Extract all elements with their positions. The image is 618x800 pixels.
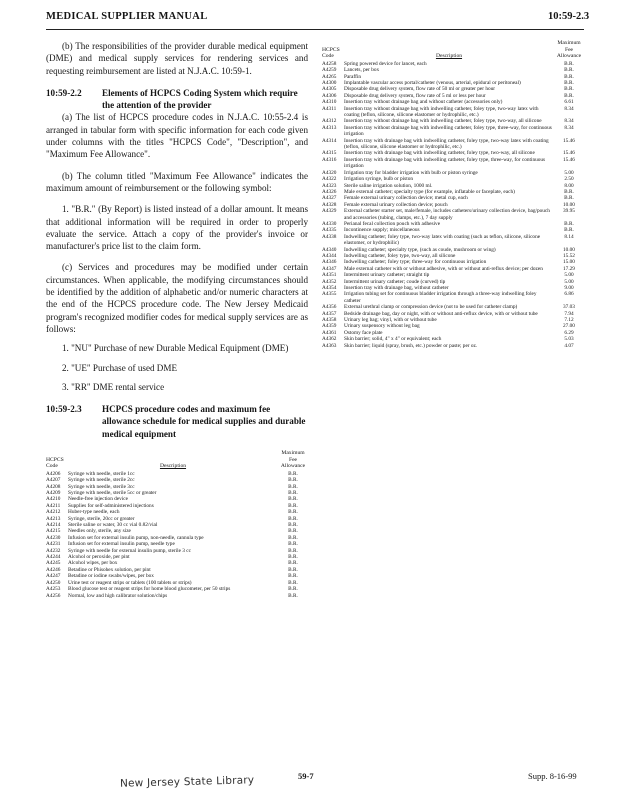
- hcpcs-code: A4246: [46, 566, 61, 573]
- table-row: [46, 593, 308, 599]
- hcpcs-code: A4362: [322, 336, 337, 343]
- code-description: Supplies for self-administered injections: [68, 502, 154, 509]
- fee-allowance: 9.00: [564, 285, 574, 291]
- code-description: Syringe with needle, sterile 1cc: [68, 470, 135, 477]
- code-description: Irrigation tubing set for continuous bladder irrigation through a three-way indwelling foley catheter: [344, 291, 537, 304]
- code-description: Male external catheter with or without adhesive, with or without anti-reflux device; per dozen: [344, 265, 543, 272]
- hcpcs-code: A4335: [322, 227, 337, 234]
- code-description: Alcohol or peroxide, per pint: [68, 554, 130, 561]
- code-description: Urinary suspensory without leg bag: [344, 323, 420, 330]
- code-description: Female external urinary collection device; metal cup, each: [344, 195, 468, 202]
- fee-table-right: [322, 40, 584, 349]
- fee-allowance: 5.00: [564, 169, 574, 176]
- table-row: [322, 208, 584, 221]
- fee-allowance: B.R.: [288, 496, 298, 503]
- code-description: External catheter starter set, male/female, includes catheters/urinary collection device, bag/pouch and accessories (tubing, clamps, etc.), 7 day supply: [344, 208, 550, 221]
- fee-allowance: 7.12: [564, 317, 574, 324]
- table-row: [322, 157, 584, 170]
- code-description: Irrigation syringe, bulb or piston: [344, 176, 413, 183]
- hcpcs-code: A4259: [322, 67, 337, 74]
- hcpcs-code: A4207: [46, 477, 61, 484]
- section-heading-22: [46, 87, 308, 112]
- code-description: Syringe with needle, sterile 2cc: [68, 477, 135, 484]
- hcpcs-code: A4323: [322, 182, 337, 189]
- hcpcs-code: A4231: [46, 541, 61, 548]
- hcpcs-code: A4209: [46, 490, 61, 497]
- code-description: Skin barrier; liquid (spray, brush, etc.) powder or paste; per oz.: [344, 342, 478, 349]
- fee-allowance: B.R.: [288, 534, 298, 541]
- fee-header: Maximum Fee Allowance: [556, 40, 582, 60]
- fee-allowance: B.R.: [564, 67, 574, 74]
- fee-allowance: B.R.: [564, 195, 574, 202]
- fee-allowance: 6.61: [564, 99, 574, 106]
- hcpcs-code: A4310: [322, 99, 337, 106]
- code-description: Betadine or Phisohex solution, per pint: [68, 566, 151, 573]
- hcpcs-code: A4328: [322, 201, 337, 208]
- hcpcs-code: A4215: [46, 528, 61, 535]
- hcpcs-code: A4232: [46, 547, 61, 554]
- code-description: Syringe with needle, sterile 5cc or greater: [68, 490, 157, 497]
- fee-allowance: 6.86: [564, 291, 574, 298]
- modifier-item: 2. "UE" Purchase of used DME: [62, 362, 178, 373]
- hcpcs-code: A4305: [322, 86, 337, 93]
- hcpcs-code: A4351: [322, 272, 337, 279]
- code-description: Female external urinary collection device; pouch: [344, 201, 448, 208]
- modifier-item: 3. "RR" DME rental service: [62, 381, 165, 392]
- fee-allowance: 8.34: [564, 105, 574, 112]
- fee-allowance: 15.46: [563, 137, 575, 144]
- code-header: HCPCS Code: [322, 46, 340, 60]
- code-description: Urinary leg bag; vinyl, with or without tube: [344, 317, 437, 324]
- code-description: Infusion set for external insulin pump, non-needle, cannula type: [68, 534, 204, 541]
- section-title: HCPCS procedure codes and maximum fee allowance schedule for medical supplies and durable medical equipment: [102, 404, 306, 439]
- code-description: Male external catheter; specialty type (for example, inflatable or faceplate, each): [344, 188, 515, 195]
- right-column: [322, 40, 584, 349]
- code-description: Implantable vascular access portal/catheter (venous, arterial, epidural or peritoneal): [344, 80, 521, 86]
- hcpcs-code: A4210: [46, 496, 61, 503]
- hcpcs-code: A4247: [46, 573, 61, 580]
- fee-allowance: B.R.: [564, 220, 574, 227]
- paragraph-a: (a) The list of HCPCS procedure codes in N.J.A.C. 10:55-2.4 is arranged in tabular form with specific information for each code given under columns with the titles "HCPCS Code", "Description", and "Maximum Fee Allowance".: [46, 112, 308, 160]
- code-description: Perianal fecal collection pouch with adhesive: [344, 220, 441, 227]
- modifier-item: 1. "NU" Purchase of new Durable Medical Equipment (DME): [62, 343, 289, 354]
- fee-allowance: B.R.: [288, 515, 298, 522]
- fee-allowance: B.R.: [288, 541, 298, 548]
- fee-allowance: B.R.: [564, 80, 574, 86]
- code-description: Incontinence supply; miscellaneous: [344, 227, 420, 234]
- paragraph-b1: 1. "B.R." (By Report) is listed instead of a dollar amount. It means that additional information will be required in order to properly evaluate the service. Attach a copy of the provider's invoice or manufacturer's price list to the claim form.: [46, 204, 308, 252]
- hcpcs-code: A4316: [322, 156, 337, 163]
- fee-allowance: B.R.: [288, 586, 298, 593]
- fee-allowance: 5.00: [564, 278, 574, 285]
- fee-allowance: B.R.: [564, 188, 574, 195]
- code-description: External urethral clamp or compression device (not to be used for catheter clamp): [344, 304, 518, 311]
- fee-allowance: 15.00: [563, 259, 575, 266]
- fee-allowance: B.R.: [288, 573, 298, 580]
- code-description: Ostomy face plate: [344, 329, 383, 336]
- fee-header: Maximum Fee Allowance: [280, 450, 306, 470]
- table-row: [322, 106, 584, 119]
- fee-allowance: B.R.: [288, 502, 298, 509]
- code-description: Indwelling catheter; foley type; three-way for continuous irrigation: [344, 259, 487, 266]
- hcpcs-code: A4361: [322, 329, 337, 336]
- fee-allowance: B.R.: [288, 470, 298, 477]
- fee-allowance: B.R.: [288, 483, 298, 490]
- hcpcs-code: A4330: [322, 220, 337, 227]
- fee-allowance: 10.00: [563, 246, 575, 253]
- code-description: Normal, low and high calibrator solution/chips: [68, 592, 168, 599]
- fee-allowance: B.R.: [564, 227, 574, 234]
- code-description: Indwelling catheter; specialty type, (such as coude, mushroom or wing): [344, 246, 496, 253]
- code-description: Needle-free injection device: [68, 496, 128, 503]
- fee-allowance: 6.29: [564, 329, 574, 336]
- table-row: [322, 234, 584, 247]
- intro-paragraph: (b) The responsibilities of the provider durable medical equipment (DME) and medical supply services for rendering services and requesting reimbursement are listed at N.J.A.C. 10:59-1.: [46, 41, 308, 76]
- code-header: HCPCS Code: [46, 456, 64, 470]
- fee-allowance: B.R.: [288, 560, 298, 567]
- fee-allowance: B.R.: [288, 490, 298, 497]
- code-description: Skin barrier; solid, 4" x 4" or equivalent; each: [344, 336, 442, 343]
- left-column: [46, 40, 308, 599]
- code-description: Lancets, per box: [344, 67, 380, 74]
- fee-allowance: 37.03: [563, 304, 575, 311]
- hcpcs-code: A4211: [46, 502, 61, 509]
- fee-allowance: B.R.: [564, 73, 574, 80]
- code-description: Insertion tray without drainage bag with indwelling catheter, foley type, three-way, for continuous irrigation: [344, 124, 552, 138]
- table-body: [46, 471, 308, 599]
- code-description: Blood glucose test or reagent strips for home blood glucometer, per 50 strips: [68, 586, 231, 593]
- code-description: Urine test or reagent strips or tablets (100 tablets or strips): [68, 579, 192, 586]
- paragraph-b: (b) The column titled "Maximum Fee Allowance" indicates the maximum amount of reimbursement or the following symbol:: [46, 170, 308, 193]
- hcpcs-code: A4314: [322, 137, 337, 144]
- hcpcs-code: A4253: [46, 586, 61, 593]
- code-description: Insertion tray without drainage bag with indwelling catheter, foley type, two-way, all silicone: [344, 118, 542, 125]
- section-number: 10:59-2.3: [46, 404, 82, 415]
- code-description: Insertion tray with drainage bag with indwelling catheter, foley type, two-way latex with coating (teflon, silicone, silicone elastomer or hydrophilic, etc.): [344, 137, 549, 151]
- hcpcs-code: A4300: [322, 80, 337, 86]
- hcpcs-code: A4357: [322, 310, 337, 317]
- page-number: 59-7: [298, 771, 314, 781]
- fee-allowance: B.R.: [564, 60, 574, 67]
- fee-allowance: 2.50: [564, 176, 574, 183]
- code-description: Indwelling catheter; foley type, two-way latex with coating (such as teflon, silicone, silicone elastomer, or hydrophilic): [344, 233, 541, 247]
- code-description: Insertion tray with drainage bag with indwelling catheter, foley type, two-way, all silicone: [344, 150, 535, 157]
- code-description: Syringe, sterile, 20cc or greater: [68, 515, 135, 522]
- fee-allowance: 5.00: [564, 272, 574, 279]
- fee-allowance: B.R.: [564, 92, 574, 99]
- fee-allowance: 39.95: [563, 208, 575, 215]
- fee-allowance: 8.34: [564, 118, 574, 125]
- fee-allowance: 10.00: [563, 201, 575, 208]
- fee-allowance: 4.07: [564, 342, 574, 349]
- hcpcs-code: A4212: [46, 509, 61, 516]
- fee-allowance: 15.46: [563, 156, 575, 163]
- description-header: Description: [435, 53, 463, 60]
- hcpcs-code: A4326: [322, 188, 337, 195]
- fee-allowance: 5.03: [564, 336, 574, 343]
- hcpcs-code: A4245: [46, 560, 61, 567]
- fee-allowance: B.R.: [288, 579, 298, 586]
- hcpcs-code: A4311: [322, 105, 337, 112]
- hcpcs-code: A4306: [322, 92, 337, 99]
- hcpcs-code: A4359: [322, 323, 337, 330]
- fee-allowance: B.R.: [288, 509, 298, 516]
- hcpcs-code: A4315: [322, 150, 337, 157]
- table-header: [322, 40, 584, 60]
- hcpcs-code: A4244: [46, 554, 61, 561]
- hcpcs-code: A4327: [322, 195, 337, 202]
- hcpcs-code: A4214: [46, 522, 61, 529]
- hcpcs-code: A4312: [322, 118, 337, 125]
- fee-allowance: 8.14: [564, 233, 574, 240]
- fee-allowance: 15.46: [563, 150, 575, 157]
- library-stamp: New Jersey State Library: [119, 774, 255, 790]
- code-description: Indwelling catheter, foley type, two-way, all silicone: [344, 252, 456, 259]
- hcpcs-code: A4355: [322, 291, 337, 298]
- code-description: Alcohol wipes, per box: [68, 560, 118, 567]
- code-description: Huber-type needle, each: [68, 509, 120, 516]
- code-description: Disposable drug delivery system, flow rate of 50 ml or greater per hour: [344, 86, 496, 93]
- fee-allowance: 8.00: [564, 182, 574, 189]
- code-description: Insertion tray with drainage bag, without catheter: [344, 285, 449, 291]
- hcpcs-code: A4338: [322, 233, 337, 240]
- fee-allowance: B.R.: [288, 592, 298, 599]
- hcpcs-code: A4230: [46, 534, 61, 541]
- running-header-title: MEDICAL SUPPLIER MANUAL: [46, 11, 208, 22]
- fee-allowance: B.R.: [288, 522, 298, 529]
- running-header-section: 10:59-2.3: [548, 11, 590, 22]
- hcpcs-code: A4356: [322, 304, 337, 311]
- hcpcs-code: A4213: [46, 515, 61, 522]
- description-header: Description: [159, 463, 187, 470]
- code-description: Syringe with needle for external insulin pump, sterile 3 cc: [68, 547, 191, 554]
- code-description: Sterile saline or water, 30 cc vial 0.82/vial: [68, 522, 158, 529]
- code-description: Irrigation tray for bladder irrigation with bulb or piston syringe: [344, 169, 478, 176]
- table-row: [322, 291, 584, 304]
- code-description: Sterile saline irrigation solution, 1000 ml.: [344, 182, 433, 189]
- fee-allowance: B.R.: [288, 528, 298, 535]
- hcpcs-code: A4258: [322, 60, 337, 67]
- fee-allowance: 27.00: [563, 323, 575, 330]
- hcpcs-code: A4208: [46, 483, 61, 490]
- code-description: Needles only, sterile, any size: [68, 528, 131, 535]
- paragraph-c: (c) Services and procedures may be modified under certain circumstances. When applicable, the modifying circumstances should be identified by the addition of alphabetic and/or numeric characters at the end of the HCPCS procedure code. The New Jersey Medicaid program's recognized modifier codes for medical supply services are as follows:: [46, 262, 308, 334]
- table-body: [322, 61, 584, 349]
- hcpcs-code: A4329: [322, 208, 337, 215]
- code-description: Intermittent urinary catheter; straight tip: [344, 272, 430, 279]
- hcpcs-code: A4352: [322, 278, 337, 285]
- code-description: Infusion set for external insulin pump, needle type: [68, 541, 175, 548]
- hcpcs-code: A4250: [46, 579, 61, 586]
- fee-table-left: [46, 450, 308, 599]
- code-description: Bedside drainage bag, day or night, with or without anti-reflux device, with or without tube: [344, 310, 538, 317]
- code-description: Syringe with needle, sterile 3cc: [68, 483, 135, 490]
- code-description: Betadine or iodine swabs/wipes, per box: [68, 573, 154, 580]
- hcpcs-code: A4346: [322, 259, 337, 266]
- table-row: [322, 125, 584, 138]
- hcpcs-code: A4347: [322, 265, 337, 272]
- hcpcs-code: A4322: [322, 176, 337, 183]
- fee-allowance: 15.52: [563, 252, 575, 259]
- section-heading-23: [46, 403, 308, 440]
- code-description: Insertion tray without drainage bag and without catheter (accessories only): [344, 99, 503, 106]
- hcpcs-code: A4206: [46, 470, 61, 477]
- fee-allowance: B.R.: [288, 554, 298, 561]
- code-description: Insertion tray with drainage bag with indwelling catheter, foley type, three-way, for continuous irrigation: [344, 156, 546, 170]
- code-description: Intermittent urinary catheter; coude (curved) tip: [344, 278, 446, 285]
- code-description: Insertion tray without drainage bag with indwelling catheter, foley type, two-way latex with coating (teflon, silicone, silicone elastomer or hydrophilic, etc.): [344, 105, 539, 119]
- fee-allowance: 7.94: [564, 310, 574, 317]
- section-title: Elements of HCPCS Coding System which require the attention of the provider: [102, 87, 298, 111]
- section-number: 10:59-2.2: [46, 87, 82, 98]
- hcpcs-code: A4265: [322, 73, 337, 80]
- header-rule: [46, 29, 584, 30]
- hcpcs-code: A4358: [322, 317, 337, 324]
- code-description: Spring powered device for lancet, each: [344, 60, 427, 67]
- fee-allowance: 17.29: [563, 265, 575, 272]
- hcpcs-code: A4256: [46, 592, 61, 599]
- hcpcs-code: A4313: [322, 124, 337, 131]
- fee-allowance: 8.34: [564, 124, 574, 131]
- table-header: [46, 450, 308, 470]
- table-row: [322, 138, 584, 151]
- fee-allowance: B.R.: [288, 566, 298, 573]
- hcpcs-code: A4320: [322, 169, 337, 176]
- fee-allowance: B.R.: [288, 477, 298, 484]
- fee-allowance: B.R.: [288, 547, 298, 554]
- hcpcs-code: A4344: [322, 252, 337, 259]
- supplement-date: Supp. 8-16-99: [528, 771, 577, 781]
- table-row: [322, 343, 584, 349]
- code-description: Paraffin: [344, 73, 361, 80]
- hcpcs-code: A4340: [322, 246, 337, 253]
- hcpcs-code: A4363: [322, 342, 337, 349]
- hcpcs-code: A4354: [322, 285, 337, 291]
- code-description: Disposable drug delivery system, flow rate of 5 ml or less per hour: [344, 92, 486, 99]
- fee-allowance: B.R.: [564, 86, 574, 93]
